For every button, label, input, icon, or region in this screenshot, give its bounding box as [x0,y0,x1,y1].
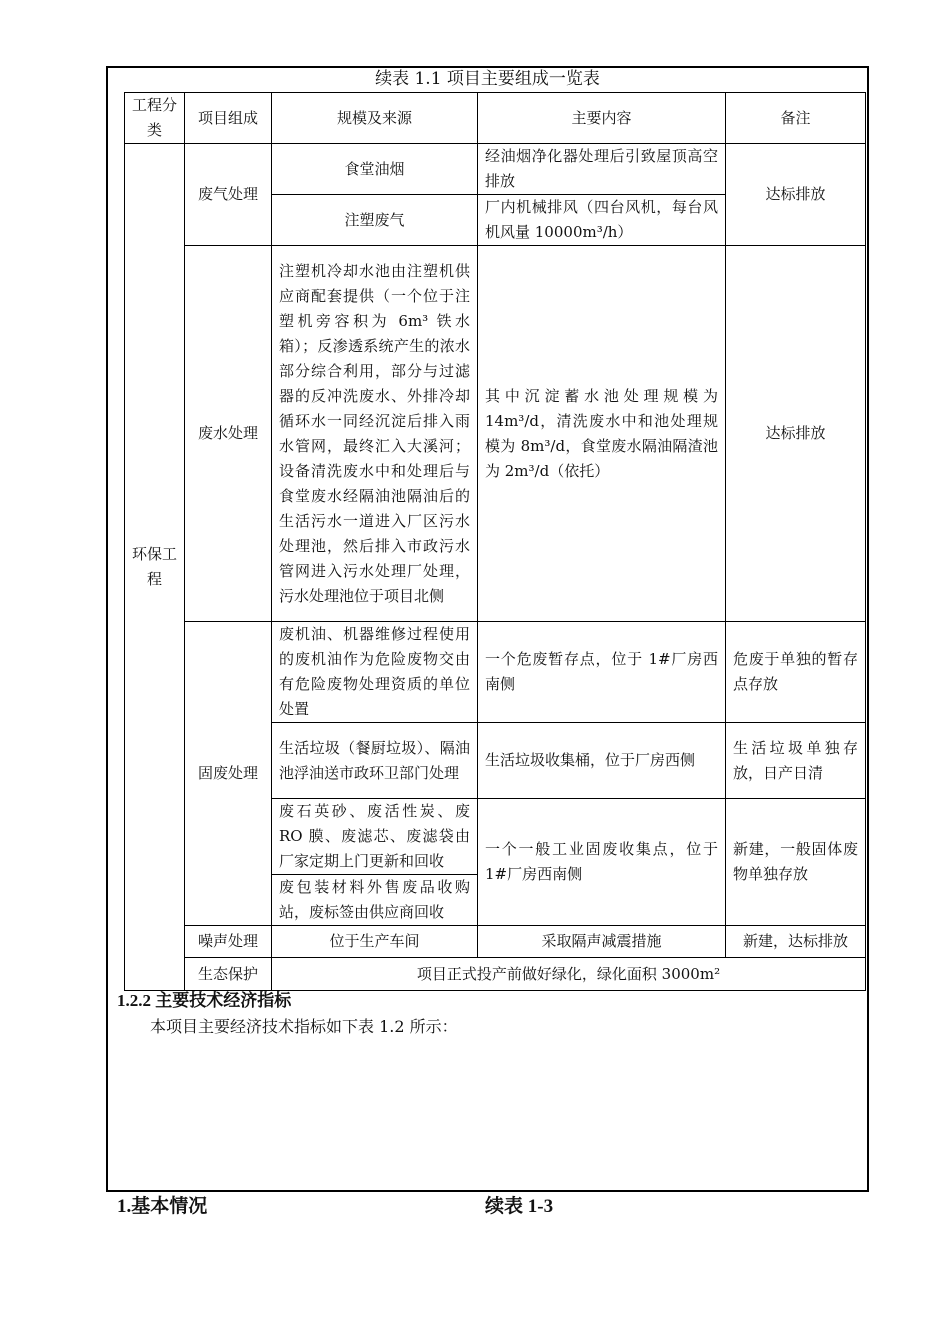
table-header-row [125,93,866,144]
category-cell: 环保工程 [125,144,185,991]
table-row [125,144,866,195]
table-row [125,622,866,723]
ecology-content: 项目正式投产前做好绿化，绿化面积 3000m² [272,958,866,991]
waste-water-remark: 达标排放 [726,246,866,622]
table-caption: 续表 1.1 项目主要组成一览表 [375,69,600,89]
solid-waste-source-4: 废包装材料外售废品收购站，废标签由供应商回收 [272,875,478,926]
solid-waste-source-3: 废石英砂、废活性炭、废 RO 膜、废滤芯、废滤袋由厂家定期上门更新和回收 [272,799,478,875]
header-category: 工程分类 [125,93,185,144]
waste-gas-source-2: 注塑废气 [272,195,478,246]
project-composition-table [124,92,866,991]
header-scale-source: 规模及来源 [272,93,478,144]
solid-waste-remark-2: 生活垃圾单独存放，日产日清 [726,723,866,799]
table-row [125,246,866,622]
waste-water-source: 注塑机冷却水池由注塑机供应商配套提供（一个位于注塑机旁容积为 6m³ 铁水箱）；反渗透系统产生的浓水部分综合利用，部分与过滤器的反冲洗废水、外排冷却循环水一同经沉淀后排入雨水管网，最终汇入大溪河；设备清洗废水中和处理后与食堂废水经隔油池隔油后的生活污水一道进入厂区污水处理池，然后排入市政污水管网进入污水处理厂处理，污水处理池位于项目北侧 [272,246,478,622]
solid-waste-content-2: 生活垃圾收集桶，位于厂房西侧 [478,723,726,799]
group-ecology: 生态保护 [185,958,272,991]
solid-waste-content-34: 一个一般工业固废收集点，位于 1#厂房西南侧 [478,799,726,926]
footer-left-title: 1.基本情况 [117,1196,208,1217]
solid-waste-source-1: 废机油、机器维修过程使用的废机油作为危险废物交由有危险废物处理资质的单位处置 [272,622,478,723]
table-row [125,958,866,991]
solid-waste-remark-34: 新建，一般固体废物单独存放 [726,799,866,926]
group-noise: 噪声处理 [185,926,272,958]
noise-content: 采取隔声减震措施 [478,926,726,958]
solid-waste-remark-1: 危废于单独的暂存点存放 [726,622,866,723]
noise-source: 位于生产车间 [272,926,478,958]
waste-gas-source-1: 食堂油烟 [272,144,478,195]
footer-right-title: 续表 1-3 [485,1196,554,1217]
solid-waste-content-1: 一个危废暂存点，位于 1#厂房西南侧 [478,622,726,723]
group-waste-water: 废水处理 [185,246,272,622]
group-solid-waste: 固废处理 [185,622,272,926]
header-main-content: 主要内容 [478,93,726,144]
waste-gas-remark: 达标排放 [726,144,866,246]
solid-waste-source-2: 生活垃圾（餐厨垃圾）、隔油池浮油送市政环卫部门处理 [272,723,478,799]
header-remark: 备注 [726,93,866,144]
waste-gas-content-1: 经油烟净化器处理后引致屋顶高空排放 [478,144,726,195]
waste-gas-content-2: 厂内机械排风（四台风机，每台风机风量 10000m³/h） [478,195,726,246]
table-row [125,926,866,958]
header-component: 项目组成 [185,93,272,144]
section-text: 本项目主要经济技术指标如下表 1.2 所示： [150,1017,458,1036]
group-waste-gas: 废气处理 [185,144,272,246]
waste-water-content: 其中沉淀蓄水池处理规模为 14m³/d，清洗废水中和池处理规模为 8m³/d，食堂废水隔油隔渣池为 2m³/d（依托） [478,246,726,622]
section-title: 1.2.2 主要技术经济指标 [117,991,292,1010]
noise-remark: 新建，达标排放 [726,926,866,958]
